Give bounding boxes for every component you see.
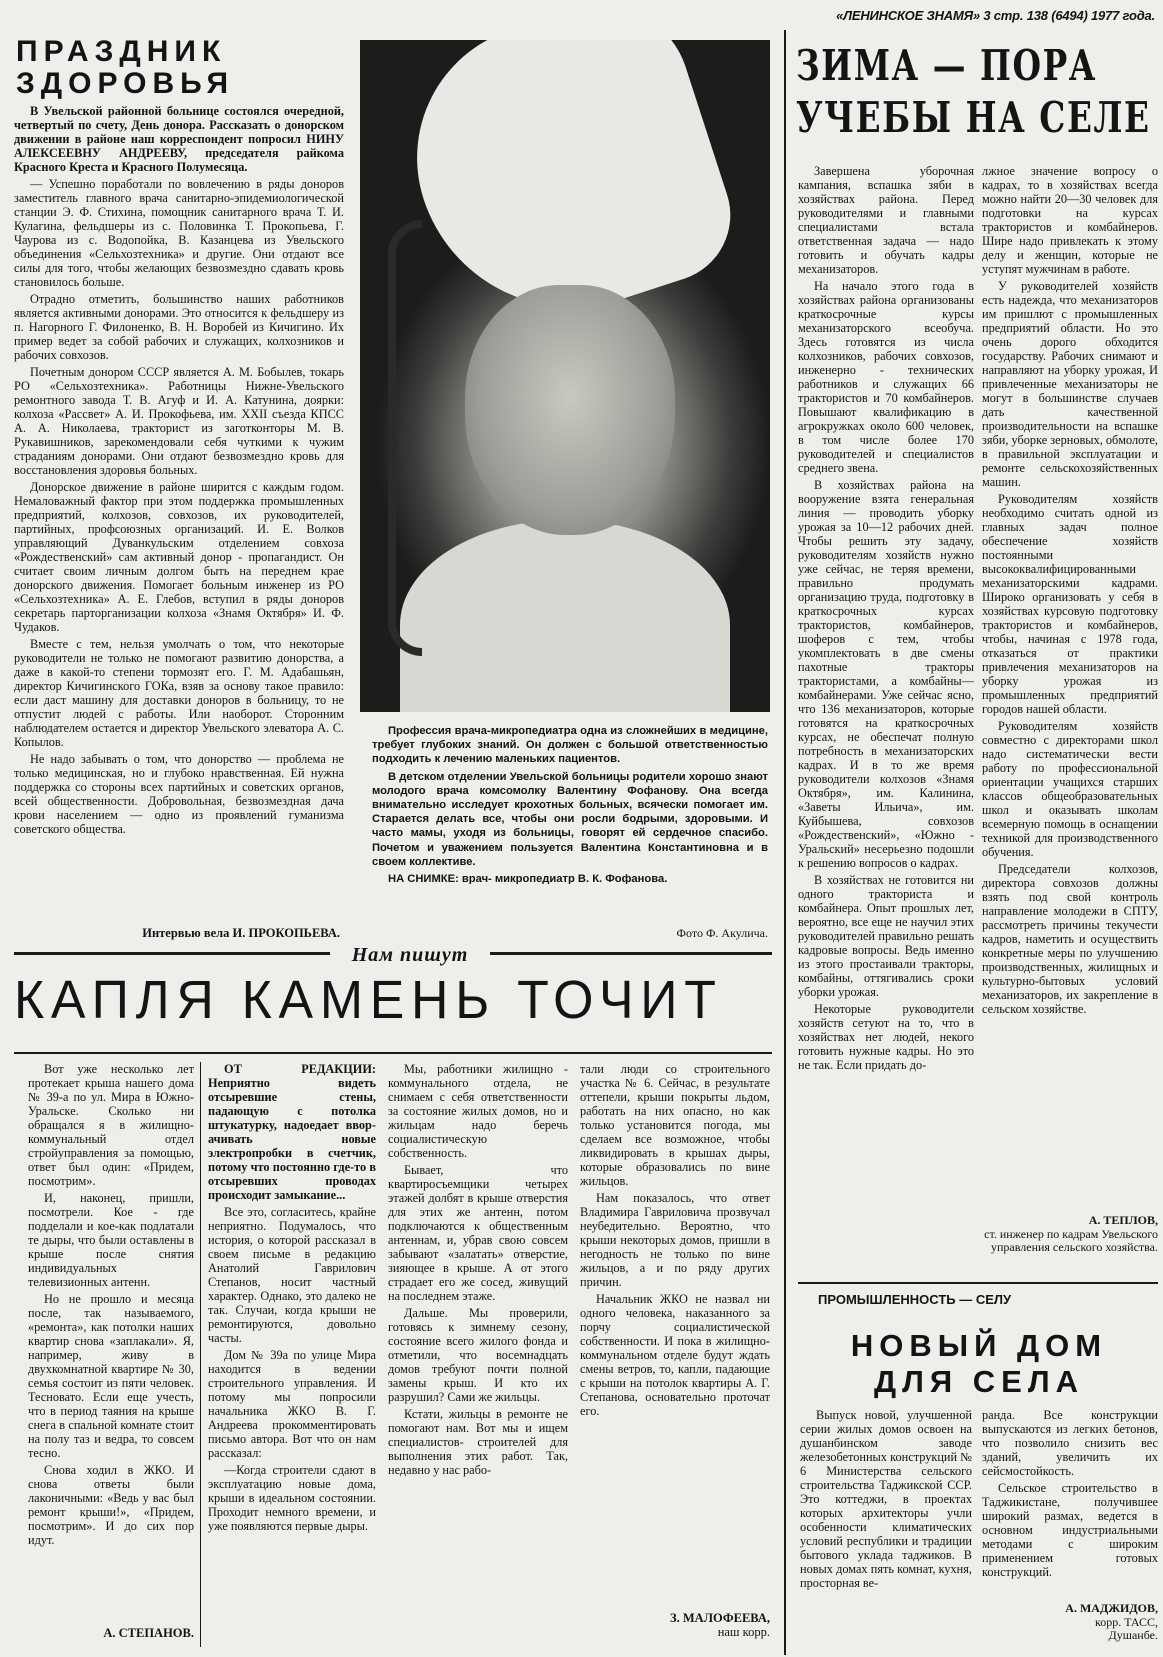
right-title-line1: ЗИМА — ПОРА: [796, 41, 1098, 90]
editor-paragraph: ОТ РЕДАКЦИИ: Неприятно видеть отсыревшие стены, падающую с потолка штукатурку, надоедает вворачивать новые электропробки в счетчик, потому что постоянно где-то в отсыревших проводах происходит замыкание...: [208, 1062, 376, 1202]
photo-stethoscope: [388, 220, 422, 656]
column-rule: [784, 30, 786, 1655]
photo-credit: Фото Ф. Акулича.: [676, 926, 768, 940]
letter-paragraph: И, наконец, пришли, посмотрели. Кое - где подделали и кое-как подлатали те дыры, что были оставлены в крыше после снятия индивидуальных телевизионных антенн.: [28, 1191, 194, 1289]
industry-signature: [982, 1602, 1158, 1643]
right-col-2: [982, 164, 1158, 1214]
right-signature-name: А. ТЕПЛОВ,: [1088, 1213, 1158, 1227]
letter-col-4-signature-name: З. МАЛОФЕЕВА,: [670, 1611, 770, 1625]
letter-col-2: [208, 1062, 376, 1650]
right-col-1: [798, 164, 974, 1280]
industry-signature-place: Душанбе.: [1108, 1628, 1158, 1642]
article-title-line2: ЗДОРОВЬЯ: [16, 67, 235, 100]
photo-collar: [400, 520, 730, 712]
letters-divider: [200, 1062, 201, 1647]
rubric: ПРОМЫШЛЕННОСТЬ — СЕЛУ: [818, 1292, 1012, 1307]
article-paragraph: Вместе с тем, нельзя умолчать о том, что некоторые руководители не только не помогают развитию донорства, а даже в какой-то степени тормозят его. Г. М. Адабашьян, директор Кичигинского ГОКа, взяв за основу такое правило: если даст машину для доставки доноров в больницу, то не отпустит людей с работы. Или наоборот. Сторонним наблюдателем остается и директор Увельского элеватора А. С. Копылов.: [14, 637, 344, 749]
right-paragraph: Завершена уборочная кампания, вспашка зяби в хозяйствах района. Перед руководителями и главными специалистами встала ответственная задача — надо готовить и обучать кадры механизаторов.: [798, 164, 974, 276]
article-paragraph: Отрадно отметить, большинство наших работников является активными донорами. Это относится к фельдшеру из п. Нагорного Г. Филоненко, В. Н. Воробей из Кичигино. Их пример ведет за собой рабочих и служащих, колхозников и рабочих совхозов.: [14, 292, 344, 362]
right-paragraph: Руководителям хозяйств совместно с директорами школ надо систематически вести работу по профессиональной ориентации учащихся старших классов общеобразовательных школ и оказывать школам всемерную помощь в оснащении техникой для производственного обучения.: [982, 719, 1158, 859]
section-rule: [798, 1282, 1158, 1284]
doctor-photo: [360, 40, 770, 712]
industry-paragraph: ранда. Все конструкции выпускаются из легких бетонов, что позволило снизить вес зданий, увеличить их сейсмостойкость.: [982, 1408, 1158, 1478]
article-signature: Интервью вела И. ПРОКОПЬЕВА.: [142, 926, 340, 940]
editor-paragraph: Бывает, что квартиросъемщики четырех этажей долбят в крыше отверстия для этих же антенн, потом подключаются к общественным антеннам, и, убрав свою совсем забывают «залатать» отверстие, зияющее в крыше. А от этого страдает его же сосед, живущий на последнем этаже.: [388, 1163, 568, 1303]
photo-caption: [372, 724, 768, 884]
article-lead: В Увельской районной больнице состоялся очередной, четвертый по счету, День донора. Рассказать о донорском движении в районе наш корреспондент попросил НИНУ АЛЕКСЕЕВНУ АНДРЕЕВУ, председателя райкома Красного Креста и Красного Полумесяца.: [14, 104, 344, 174]
article-title: [16, 36, 346, 100]
article-paragraph: Почетным донором СССР является А. М. Бобылев, токарь РО «Сельхозтехника». Работницы Нижне-Увельского ремонтного завода Т. В. Агуф и И. А. Катунина, доярки: колхоза «Рассвет» А. И. Прокофьева, им. XXII съезда КПСС А. А. Николаева, тракторист из заготконторы М. В. Рукавишников, зарекомендовали себя чуткими к чужим страданиям донорами. Они отдают безвозмездно кровь для восстановления здоровья больных.: [14, 365, 344, 477]
right-title: [796, 40, 1151, 144]
editor-paragraph: Дом № 39а по улице Мира находится в ведении строительного управления. И потому мы попросили начальника ЖКО В. Г. Андреева прокомментировать письмо автора. Вот что он нам рассказал:: [208, 1348, 376, 1460]
editor-paragraph: Нам показалось, что ответ Владимира Гавриловича прозвучал неубедительно. Вероятно, что крыши некоторых домов, пришли в негодность не только по вине жильцов, а и по ряду других причин.: [580, 1191, 770, 1289]
article-body: [14, 104, 344, 922]
caption-subject: НА СНИМКЕ: врач- микропедиатр В. К. Фофанова.: [388, 873, 668, 884]
letter-paragraph: Снова ходил в ЖКО. И снова ответы были лаконичными: «Ведь у вас был ремонт крыши!», «Придем, посмотрим». И до сих пор идут.: [28, 1463, 194, 1547]
industry-signature-role: корр. ТАСС,: [1094, 1614, 1158, 1629]
letter-col-4-signature-role: наш корр.: [717, 1624, 770, 1639]
right-signature: [982, 1214, 1158, 1255]
letters-title: КАПЛЯ КАМЕНЬ ТОЧИТ: [14, 970, 723, 1030]
right-paragraph: лжное значение вопросу о кадрах, то в хозяйствах всегда можно найти 20—30 человек для подготовки на курсах трактористов и комбайнеров. Шире надо привлекать к этому делу и женщин, которые не уступят мужчинам в работе.: [982, 164, 1158, 276]
article-paragraph: — Успешно поработали по вовлечению в ряды доноров заместитель главного врача санитарно-эпидемиологической станции Э. Ф. Стихина, помощник санитарного врача Т. И. Кулагина, фельдшеры из с. Половинка Т. Прокопьева, Г. Чаурова из с. Водопойка, В. Казанцева из Увельского объединения «Сельхозтехника» и другие. Они отдают все силы для того, чтобы желающих безвозмездно сдавать кровь становилось больше.: [14, 177, 344, 289]
right-signature-role: ст. инженер по кадрам Увельского управления сельского хозяйства.: [984, 1226, 1158, 1254]
caption-paragraph: Профессия врача-микропедиатра одна из сложнейших в медицине, требует глубоких знаний. Он должен с большой ответственностью подходить к лечению маленьких пациентов.: [372, 725, 768, 766]
right-paragraph: Председатели колхозов, директора совхозов должны взять под свой контроль направление молодежи в СПТУ, рассмотреть причины текучести кадров, наметить и осуществить конкретные меры по улучшению производственных, жилищных и культурно-бытовых условий механизаторов, их закрепление в сельском хозяйстве.: [982, 862, 1158, 1016]
right-paragraph: У руководителей хозяйств есть надежда, что механизаторов им пришлют с промышленных предприятий области. Но это очень дорого обходится государству. Рабочих снимают и направляют на уборку урожая, И привлеченные механизаторы не могут в большинстве случаев дать качественной производительности на вспашке зяби, уборке зерновых, обмолоте, в правильной эксплуатации и ремонте сельскохозяйственных машин.: [982, 279, 1158, 489]
letter-col-4-signature: [580, 1612, 770, 1639]
industry-title: [800, 1328, 1158, 1400]
editor-paragraph: Все это, согласитесь, крайне неприятно. Подумалось, что история, о которой рассказал в своем письме в редакцию Анатолий Гаврилович Степанов, носит частный характер. Однако, это далеко не так. Случаи, когда крыши не ремонтируются, довольно часты.: [208, 1205, 376, 1345]
photo-face: [465, 285, 675, 535]
article-paragraph: Донорское движение в районе ширится с каждым годом. Немаловажный фактор при этом поддержка промышленных предприятий, колхозов, совхозов, их руководителей, партийных, профсоюзных организаций. И. Е. Волков управляющий Дуванкульским отделением совхоза «Рождественский» сам активный донор - пропагандист. Он считает своим личным долгом быть на переднем крае донорского движения. Помогает больным инженер из РО «Сельхозтехника» А. Е. Глебов, вступил в ряды доноров секретарь парторганизации колхоза «Знамя Октября» И. Ф. Чудаков.: [14, 480, 344, 634]
letters-kicker: Нам пишут: [330, 944, 490, 967]
letter-paragraph: Но не прошло и месяца после, так называемого, «ремонта», как потолки наших квартир снова «заплакали». Я, например, живу в двухкомнатной квартире № 30, семья состоит из пяти человек. Тесновато. Если еще учесть, что в период таяния на крыше снега в спальной комнате стоит на полу таз и ведра, то совсем тесно.: [28, 1292, 194, 1460]
letter-col-1: [28, 1062, 194, 1617]
editor-paragraph: тали люди со строительного участка № 6. Сейчас, в результате оттепели, крыши покрыты льдом, работать на них опасно, но как только установится погода, мы сделаем все возможное, чтобы ликвидировать в крышах дыры, которые образовались по вине жильцов.: [580, 1062, 770, 1188]
right-paragraph: В хозяйствах не готовится ни одного тракториста и комбайнера. Опыт прошлых лет, вероятно, все еще не научил этих руководителей правильно решать кадровые вопросы. Ведь именно из этого простаивали тракторы, комбайны, оттягивались сроки уборки урожая.: [798, 873, 974, 999]
industry-col-1: [800, 1408, 972, 1652]
right-paragraph: На начало этого года в хозяйствах района организованы краткосрочные курсы механизаторского всеобуча. Здесь готовятся из числа колхозников, рабочих совхозов, инженерно - технических работников и служащих 66 трактористов и 70 комбайнеров. Повышают квалификацию в агрокружках около 600 человек, в том числе более 170 руководителей и специалистов среднего звена.: [798, 279, 974, 475]
right-paragraph: Руководителям хозяйств необходимо считать одной из главных задач полное обеспечение хозяйств постоянными высококвалифицированными механизаторскими кадрами. Широко организовать у себя в хозяйствах курсовую подготовку трактористов и комбайнеров, чтобы, начиная с 1978 года, отказаться от практики привлечения механизаторов на уборку урожая из промышленных предприятий городов нашей области.: [982, 492, 1158, 716]
industry-title-line2: ДЛЯ СЕЛА: [874, 1364, 1084, 1399]
right-title-line2: УЧЕБЫ НА СЕЛЕ: [796, 93, 1151, 142]
masthead: «ЛЕНИНСКОЕ ЗНАМЯ» 3 стр. 138 (6494) 1977 года.: [836, 8, 1155, 23]
right-paragraph: Некоторые руководители хозяйств сетуют на то, что в хозяйствах нет людей, некого готовить нужные кадры. Но это не так. Если придать до-: [798, 1002, 974, 1072]
editor-paragraph: Кстати, жильцы в ремонте не помогают нам. Вот мы и ищем специалистов- строителей для выполнения этих работ. Так, недавно у нас рабо-: [388, 1407, 568, 1477]
article-title-line1: ПРАЗДНИК: [16, 35, 227, 68]
right-paragraph: В хозяйствах района на вооружение взята генеральная линия — проводить уборку урожая за 10—12 рабочих дней. Чтобы решить эту задачу, руководителям хозяйств нужно уже сейчас, не теряя времени, правильно продумать организацию труда, подготовку в краткосрочных курсах трактористов, комбайнеров, шоферов с тем, чтобы укомплектовать в две смены пахотные тракторы трактористами, а комбайны— комбайнерами. Уже сейчас ясно, что 136 механизаторов, которые готовятся на краткосрочных курсах, не обеспечат полную потребность в механизаторских кадрах. И в то же время руководители колхозов «Знамя Октября», им. Калинина, «Заветы Ильича», им. Куйбышева, совхозов «Рождественский», «Южно - Уральский» несерьезно подошли к решению вопросов о кадрах.: [798, 478, 974, 870]
letter-col-3: [388, 1062, 568, 1650]
editor-paragraph: Дальше. Мы проверили, готовясь к зимнему сезону, состояние всего жилого фонда и отметили, что восемнадцать домов требуют почти полной замены крыш. И кто их разрушил? Сами же жильцы.: [388, 1306, 568, 1404]
industry-paragraph: Выпуск новой, улучшенной серии жилых домов освоен на душанбинском заводе железобетонных конструкций № 6 Министерства сельского строительства Таджикской ССР. Это коттеджи, в проектах которых архитекторы учли особенности климатических условий республики и традиции бытового уклада таджиков. В новых домах пять комнат, кухня, просторная ве-: [800, 1408, 972, 1590]
industry-col-2: [982, 1408, 1158, 1598]
letter-paragraph: Вот уже несколько лет протекает крыша нашего дома № 39-а по ул. Мира в Южно-Уральске. Сколько ни обращался я в жилищно-коммунальный отдел стройуправления за помощью, ответ был один: «Придем, посмотрим».: [28, 1062, 194, 1188]
industry-title-line1: НОВЫЙ ДОМ: [850, 1328, 1108, 1363]
caption-paragraph: В детском отделении Увельской больницы родители хорошо знают молодого врача комсомолку Валентину Фофанову. Она всегда внимательно исследует крохотных больных, всячески помогает им. Старается делать все, чтобы они росли бодрыми, здоровыми. И часто мамы, уходя из больницы, говорят ей сердечное спасибо. Почетом и уважением пользуется Валентина Константиновна и в своем коллективе.: [372, 770, 768, 868]
article-paragraph: Не надо забывать о том, что донорство — проблема не только медицинская, но и глубоко нравственная. Ей нужна поддержка со стороны всех партийных и советских органов, всей общественности. Добровольная, безвозмездная дача крови населением — одно из проявлений гуманизма советского общества.: [14, 752, 344, 836]
letter-col-4: [580, 1062, 770, 1607]
industry-signature-name: А. МАДЖИДОВ,: [1065, 1601, 1158, 1615]
letter-signature: А. СТЕПАНОВ.: [103, 1626, 194, 1640]
editor-paragraph: —Когда строители сдают в эксплуатацию новые дома, крыши в идеальном состоянии. Проходит немного времени, и уже появляются первые дыры.: [208, 1463, 376, 1533]
editor-paragraph: Мы, работники жилищно - коммунального отдела, не снимаем с себя ответственности за состояние жилых домов, но и жильцам надо беречь социалистическую собственность.: [388, 1062, 568, 1160]
editor-paragraph: Начальник ЖКО не назвал ни одного человека, наказанного за порчу социалистической собственности. И пока в жилищно- коммунальном отделе будут ждать смены ветров, то, капли, падающие с крыши на потолок квартиры А. Г. Степанова, основательно проточат его.: [580, 1292, 770, 1418]
letters-rule-bottom: [14, 1052, 772, 1054]
industry-paragraph: Сельское строительство в Таджикистане, получившее широкий размах, ведется в основном индустриальными методами с широким применением готовых конструкций.: [982, 1481, 1158, 1579]
